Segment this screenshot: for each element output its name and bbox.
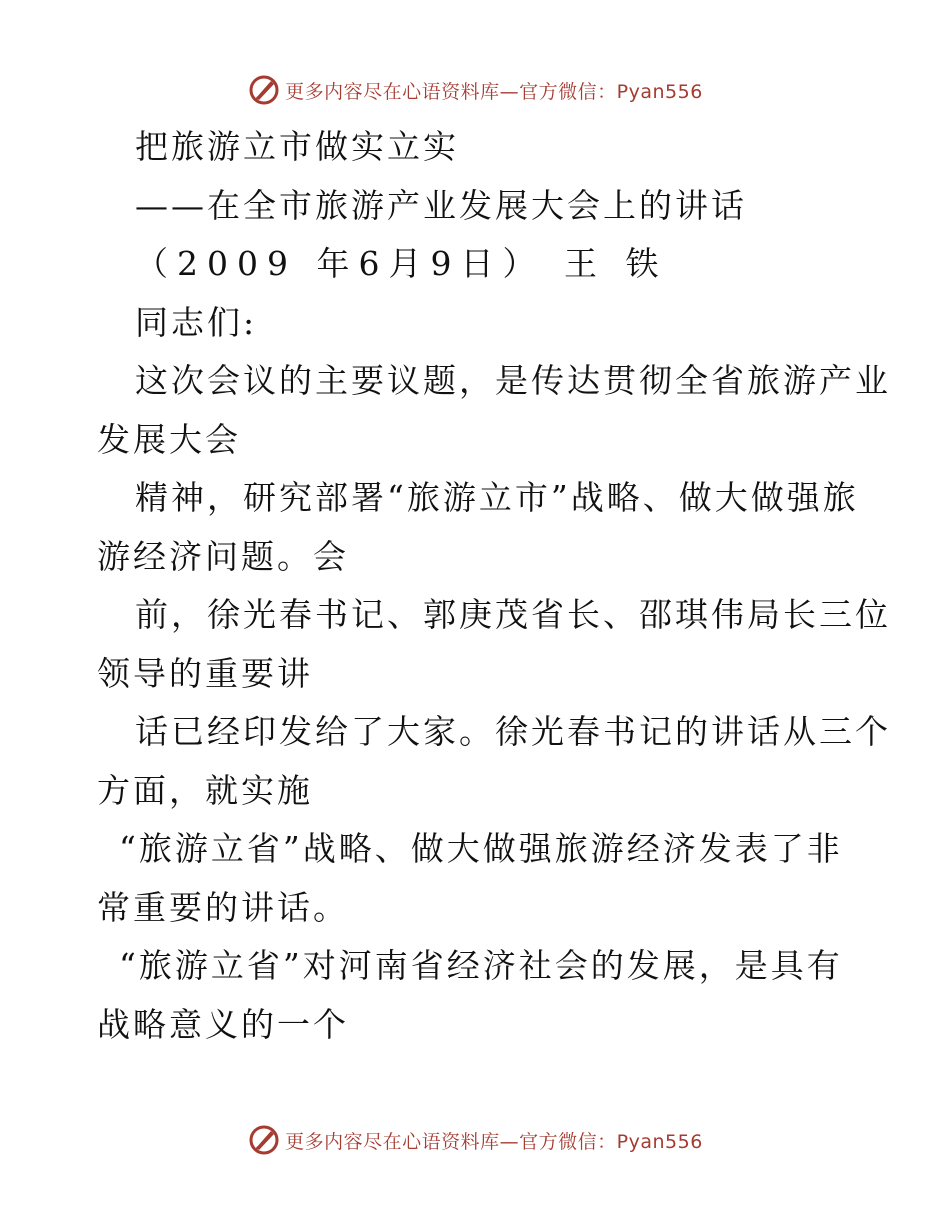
footer-banner-text: 更多内容尽在心语资料库—官方微信：Pyan556 xyxy=(285,1130,703,1153)
quill-logo-icon xyxy=(247,1123,281,1157)
document-subtitle: ——在全市旅游产业发展大会上的讲话 xyxy=(135,185,747,225)
document-title: 把旅游立市做实立实 xyxy=(135,127,459,166)
text-line: 领导的重要讲 xyxy=(97,653,313,693)
quill-logo-icon xyxy=(247,73,281,107)
text-line: “旅游立省”对河南省经济社会的发展，是具有 xyxy=(119,946,843,985)
text-line: 精神，研究部署“旅游立市”战略、做大做强旅 xyxy=(135,478,859,517)
footer-watermark xyxy=(0,1120,950,1160)
text-line: 战略意义的一个 xyxy=(97,1004,349,1044)
text-line: “旅游立省”战略、做大做强旅游经济发表了非 xyxy=(119,829,843,868)
header-banner-text: 更多内容尽在心语资料库—官方微信：Pyan556 xyxy=(285,80,703,103)
text-line: 这次会议的主要议题，是传达贯彻全省旅游产业 xyxy=(135,361,891,400)
text-line: 前，徐光春书记、郭庚茂省长、邵琪伟局长三位 xyxy=(135,595,891,634)
header-watermark xyxy=(0,70,950,110)
document-dateline: （2009 年6月9日） 王 铁 xyxy=(135,244,668,283)
document-body xyxy=(97,118,891,1054)
text-line: 游经济问题。会 xyxy=(97,536,349,576)
text-line: 发展大会 xyxy=(97,419,241,459)
text-line: 方面，就实施 xyxy=(97,770,313,810)
salutation: 同志们: xyxy=(135,302,258,342)
text-line: 话已经印发给了大家。徐光春书记的讲话从三个 xyxy=(135,712,891,751)
text-line: 常重要的讲话。 xyxy=(97,887,349,927)
